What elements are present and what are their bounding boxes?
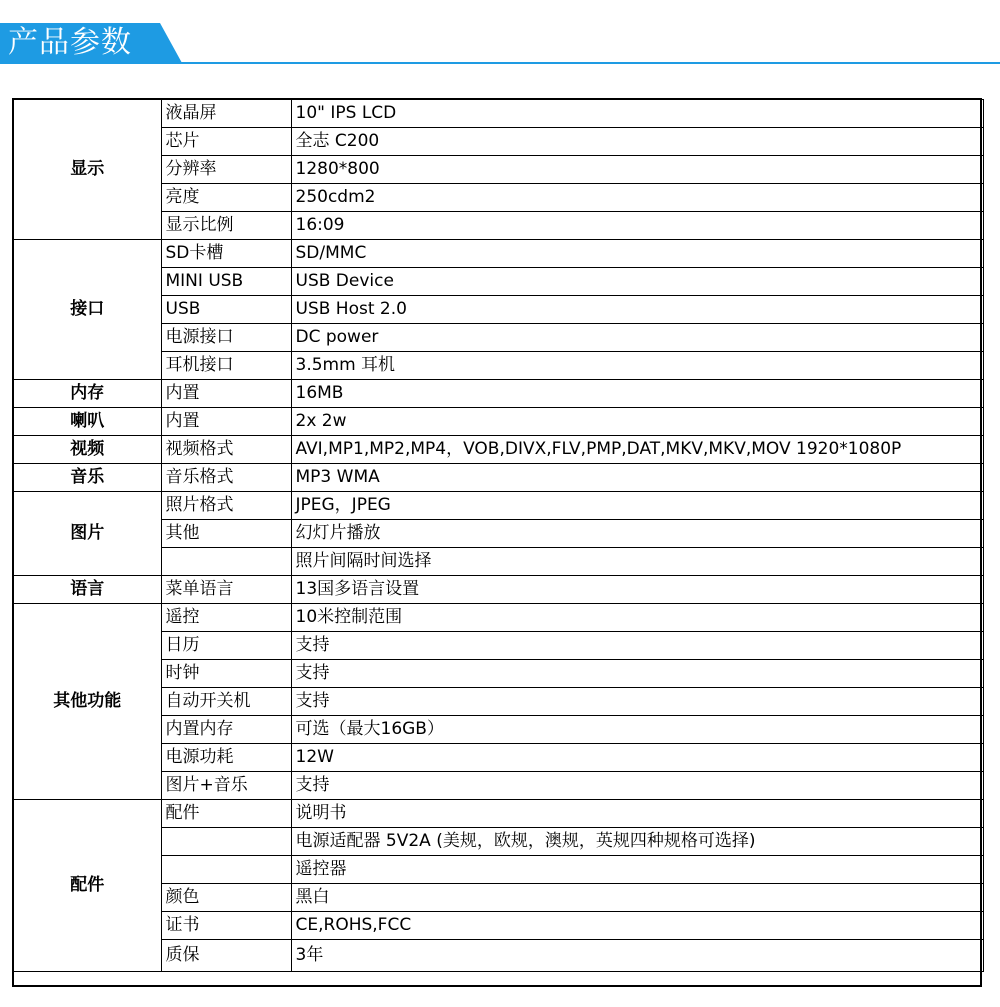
param-label [161, 548, 291, 576]
param-value: 支持 [291, 660, 983, 688]
param-label: 视频格式 [161, 436, 291, 464]
param-value: USB Device [291, 268, 983, 296]
table-row [13, 464, 983, 492]
param-label: 其他 [161, 520, 291, 548]
param-value: 10米控制范围 [291, 604, 983, 632]
param-label [161, 856, 291, 884]
param-label: 芯片 [161, 128, 291, 156]
param-value: 2x 2w [291, 408, 983, 436]
param-value: 支持 [291, 632, 983, 660]
table-row [13, 800, 983, 828]
param-value: CE,ROHS,FCC [291, 912, 983, 940]
category-cell: 图片 [13, 492, 161, 576]
param-value: 支持 [291, 772, 983, 800]
category-cell: 内存 [13, 380, 161, 408]
param-label: 内置 [161, 408, 291, 436]
param-label: 日历 [161, 632, 291, 660]
param-label: 配件 [161, 800, 291, 828]
table-row [13, 240, 983, 268]
table-row [13, 576, 983, 604]
param-value: AVI,MP1,MP2,MP4，VOB,DIVX,FLV,PMP,DAT,MKV,MKV,MOV 1920*1080P [291, 436, 983, 464]
param-value: 13国多语言设置 [291, 576, 983, 604]
param-label: 液晶屏 [161, 100, 291, 128]
param-value: 幻灯片播放 [291, 520, 983, 548]
param-label: 图片+音乐 [161, 772, 291, 800]
param-value: 遥控器 [291, 856, 983, 884]
category-cell: 接口 [13, 240, 161, 380]
param-value: 3.5mm 耳机 [291, 352, 983, 380]
param-label: 电源接口 [161, 324, 291, 352]
param-value: 1280*800 [291, 156, 983, 184]
param-label: 证书 [161, 912, 291, 940]
category-cell: 显示 [13, 100, 161, 240]
param-value: 黑白 [291, 884, 983, 912]
param-label: 内置 [161, 380, 291, 408]
param-value: 可选（最大16GB） [291, 716, 983, 744]
param-label: 自动开关机 [161, 688, 291, 716]
param-value: 照片间隔时间选择 [291, 548, 983, 576]
param-value: 10" IPS LCD [291, 100, 983, 128]
category-cell: 其他功能 [13, 604, 161, 800]
param-value: USB Host 2.0 [291, 296, 983, 324]
param-label: 质保 [161, 940, 291, 972]
category-cell: 配件 [13, 800, 161, 972]
spec-table [12, 99, 984, 972]
param-label: 遥控 [161, 604, 291, 632]
table-row [13, 100, 983, 128]
param-label: 菜单语言 [161, 576, 291, 604]
table-row [13, 436, 983, 464]
category-cell: 语言 [13, 576, 161, 604]
param-value: 16MB [291, 380, 983, 408]
param-label: 颜色 [161, 884, 291, 912]
param-value: MP3 WMA [291, 464, 983, 492]
section-banner [0, 23, 182, 63]
banner-underline [0, 62, 1000, 64]
param-label: 照片格式 [161, 492, 291, 520]
table-row [13, 408, 983, 436]
param-label [161, 828, 291, 856]
param-label: 耳机接口 [161, 352, 291, 380]
category-cell: 音乐 [13, 464, 161, 492]
param-label: 亮度 [161, 184, 291, 212]
param-value: SD/MMC [291, 240, 983, 268]
param-value: 全志 C200 [291, 128, 983, 156]
param-value: 250cdm2 [291, 184, 983, 212]
param-value: 说明书 [291, 800, 983, 828]
param-label: 显示比例 [161, 212, 291, 240]
param-label: USB [161, 296, 291, 324]
category-cell: 视频 [13, 436, 161, 464]
category-cell: 喇叭 [13, 408, 161, 436]
param-label: 电源功耗 [161, 744, 291, 772]
param-value: DC power [291, 324, 983, 352]
table-row [13, 604, 983, 632]
param-value: 16:09 [291, 212, 983, 240]
param-value: JPEG，JPEG [291, 492, 983, 520]
section-title: 产品参数 [8, 25, 132, 60]
param-label: 音乐格式 [161, 464, 291, 492]
param-value: 3年 [291, 940, 983, 972]
param-label: SD卡槽 [161, 240, 291, 268]
param-label: 时钟 [161, 660, 291, 688]
param-label: MINI USB [161, 268, 291, 296]
param-value: 电源适配器 5V2A (美规，欧规，澳规，英规四种规格可选择) [291, 828, 983, 856]
param-label: 分辨率 [161, 156, 291, 184]
table-row [13, 380, 983, 408]
table-row [13, 492, 983, 520]
param-value: 支持 [291, 688, 983, 716]
param-label: 内置内存 [161, 716, 291, 744]
param-value: 12W [291, 744, 983, 772]
